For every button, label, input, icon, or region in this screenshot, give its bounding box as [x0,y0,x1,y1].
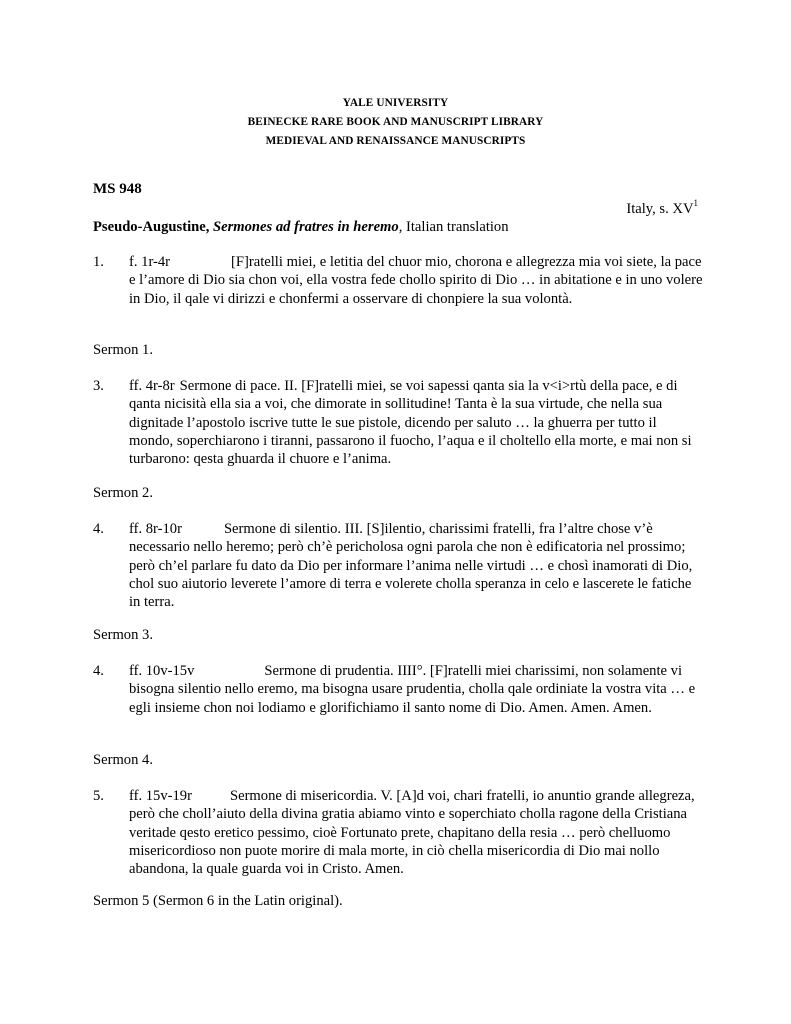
entry-text: Sermone di misericordia. V. [A]d voi, chari fratelli, io anuntio grande allegreza, però che choll’aiuto della divina gratia abiamo vinto e soperchiato cholla ragone della Cristiana veritade qesto eretico pessimo, cioè Fortunato prete, chapitano della resia … però chelluomo misericordioso non puote morire di mala morte, in ciò chella misericordia di Dio mai nollo abandona, la quale guarda voi in Cristo. Amen. [129,788,695,878]
title-rest: , Italian translation [398,219,509,235]
collection-name: MEDIEVAL AND RENAISSANCE MANUSCRIPTS [265,135,526,147]
entry-text: Sermone di prudentia. IIII°. [F]ratelli miei charissimi, non solamente vi bisogna silentio nello eremo, ma bisogna usare prudentia, cholla qale ordiniate la vostra vita … e egli insieme chon noi lodiamo e glorifichiamo il santo nome di Dio. Amen. Amen. Amen. [129,663,696,716]
sermon-label-1: Sermon 1. [93,342,153,358]
entry-number: 4. [93,663,104,679]
entry-folio: ff. 8r-10r [129,521,182,537]
origin-text: Italy, s. XV [626,200,694,217]
title-author: Pseudo-Augustine, [93,219,214,235]
sermon-label-5: Sermon 5 (Sermon 6 in the Latin original). [93,893,343,909]
century-part: 1 [693,198,698,208]
entry-folio: ff. 4r-8r [129,378,175,394]
entry-3 [93,520,703,611]
manuscript-title [93,219,509,236]
entry-1 [93,253,703,308]
library-name: BEINECKE RARE BOOK AND MANUSCRIPT LIBRARY [247,116,544,128]
sermon-label-2: Sermon 2. [93,485,153,501]
entry-number: 5. [93,788,104,804]
entry-number: 4. [93,521,104,537]
entry-5 [93,787,703,878]
origin-date [626,199,698,218]
institution-name: YALE UNIVERSITY [342,97,449,109]
entry-text: [F]ratelli miei, e letitia del chuor mio, chorona e allegrezza mia voi siete, la pace e l’amore di Dio sia chon voi, ella vostra fede chollo spirito di Dio … in abitatione e in uno volere in Dio, il qale vi dirizzi e chonfermi a osservare di chonpiere la sua volontà. [129,254,703,307]
entry-folio: ff. 10v-15v [129,663,195,679]
shelfmark: MS 948 [93,181,142,197]
entry-4 [93,662,703,717]
entry-text: Sermone di silentio. III. [S]ilentio, charissimi fratelli, fra l’altre chose v’è necessario nello heremo; però ch’è pericholosa ogni parola che non è edificatoria nel prossimo; però ch’el parlare fu dato da Dio per informare l’anima nelle virtudi … e chosì inamorati di Dio, chol suo aiutorio leverete l’amore di terra e volerete cholla speranza in celo e lascerete le fatiche in terra. [129,521,693,611]
entry-folio: ff. 15v-19r [129,788,192,804]
entry-number: 1. [93,254,104,270]
entry-2 [93,377,703,468]
entry-folio: f. 1r-4r [129,254,171,270]
entry-text: Sermone di pace. II. [F]ratelli miei, se voi sapessi qanta sia la v<i>rtù della pace, e di qanta nicisità ella sia a voi, che dimorate in sollitudine! Tanta è la sua virtude, che nella sua dignitade l’apostolo iscrive tutte le sue pistole, dicendo per saluto … la ghuerra per tutto il mondo, soperchiarono i tiranni, passarono il fuocho, l’aqua e il choltello ella morte, e mai non si turbarono: qesta ghuarda il chuore e l’anima. [129,378,692,468]
sermon-label-4: Sermon 4. [93,752,153,768]
entry-number: 3. [93,378,104,394]
title-work: Sermones ad fratres in heremo [213,219,399,235]
sermon-label-3: Sermon 3. [93,627,153,643]
